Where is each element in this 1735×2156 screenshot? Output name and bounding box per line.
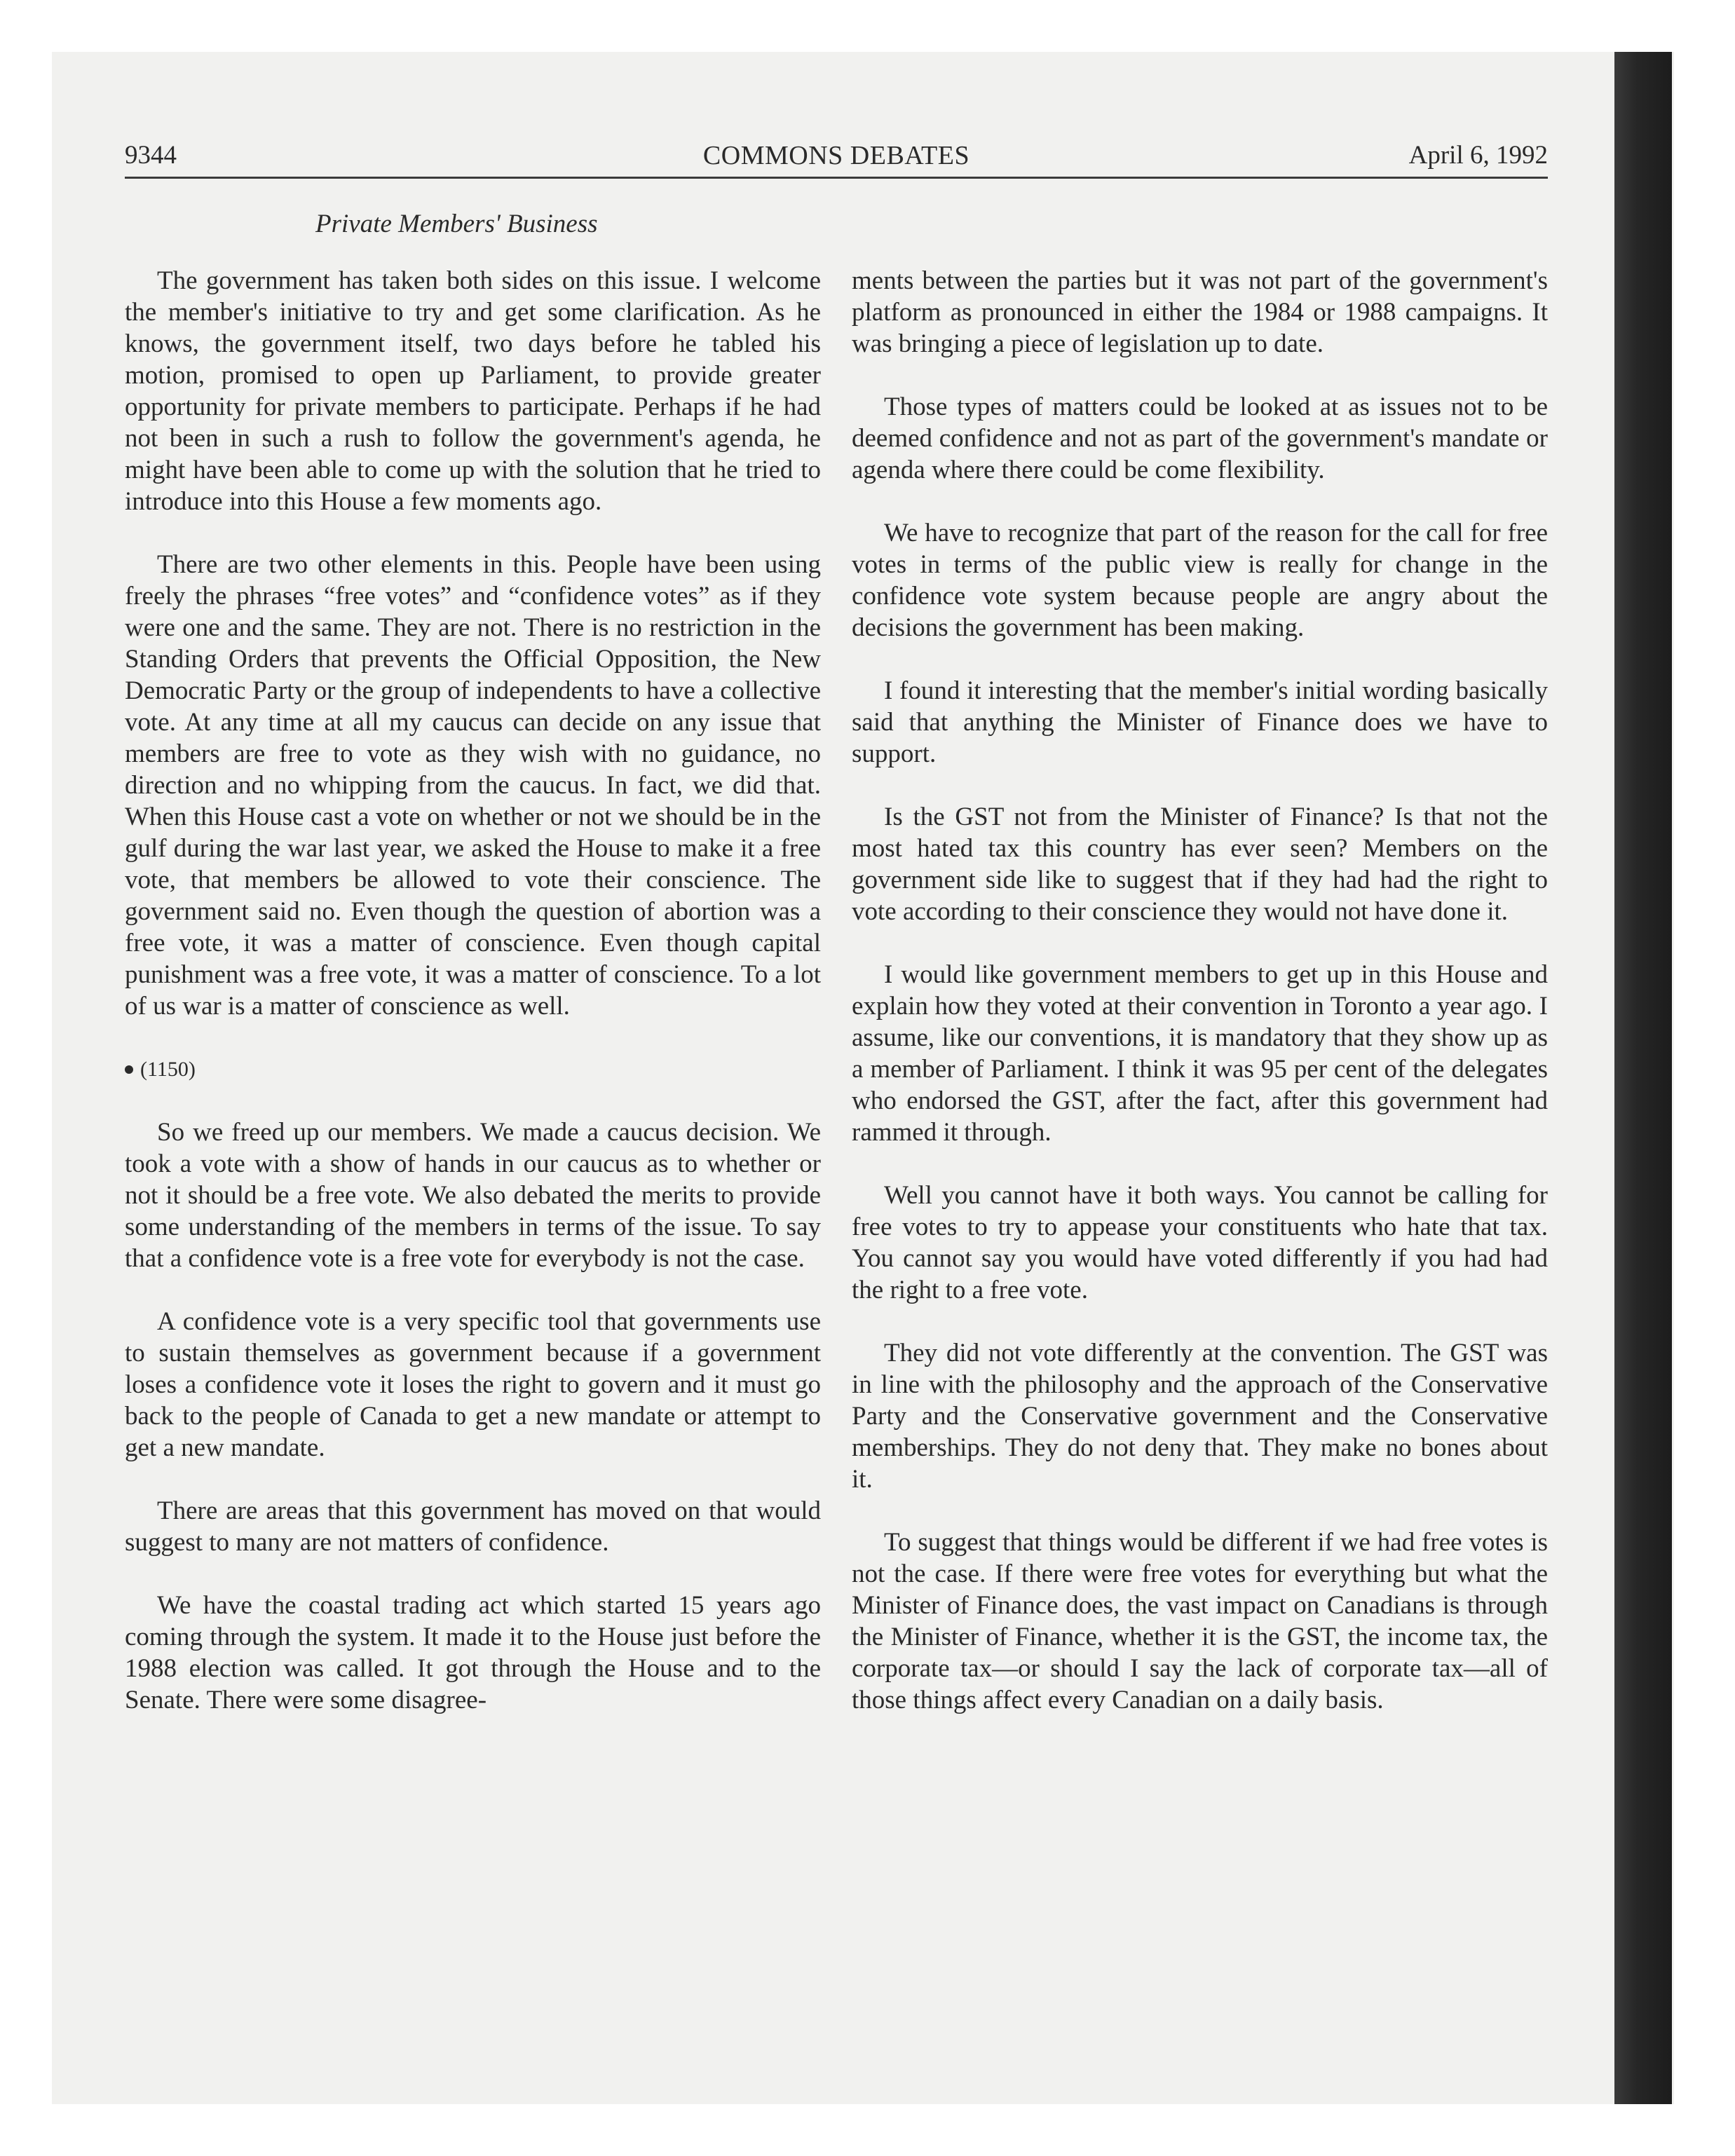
section-title: Private Members' Business	[315, 210, 598, 238]
paragraph: Well you cannot have it both ways. You cannot be calling for free votes to try to appease your constituents who hate that tax. You cannot say you would have voted differently if you had had the right to a free vote.	[852, 1181, 1548, 1304]
paragraph: I found it interesting that the member's initial wording basically said that anything the Minister of Finance does we have to support.	[852, 676, 1548, 768]
paragraph: So we freed up our members. We made a caucus decision. We took a vote with a show of hands in our caucus as to whether or not it should be a free vote. We also debated the merits to provide some understanding of the members in terms of the issue. To say that a confidence vote is a free vote for everybody is not the case.	[125, 1118, 821, 1273]
paragraph: There are two other elements in this. People have been using freely the phrases “free votes” and “confidence votes” as if they were one and the same. They are not. There is no restriction in the Standing Orders that prevents the Official Opposition, the New Democratic Party or the group of independents to have a collective vote. At any time at all my caucus can decide on any issue that members are free to vote as they wish with no guidance, no direction and no whipping from the caucus. In fact, we did that. When this House cast a vote on whether or not we should be in the gulf during the war last year, we asked the House to make it a free vote, that members be allowed to vote their conscience. The government said no. Even though the question of abortion was a free vote, it was a matter of conscience. Even though capital punishment was a free vote, it was a matter of conscience. To a lot of us war is a matter of conscience as well.	[125, 550, 821, 1021]
page-number: 9344	[125, 141, 177, 170]
bullet-icon	[125, 1065, 133, 1074]
paragraph: To suggest that things would be different if we had free votes is not the case. If there were free votes for everything but what the Minister of Finance does, the vast impact on Canadians is through the Minister of Finance, whether it is the GST, the income tax, the corporate tax—or should I say the lack of corporate tax—all of those things affect every Canadian on a daily basis.	[852, 1528, 1548, 1714]
publication-title: COMMONS DEBATES	[702, 141, 970, 170]
paragraph: We have to recognize that part of the reason for the call for free votes in terms of the public view is really for change in the confidence vote system because people are angry about the decisions the government has been making.	[852, 519, 1548, 642]
paragraph: They did not vote differently at the convention. The GST was in line with the philosophy and the approach of the Conservative Party and the Conservative government and the Conservative memberships. They do not deny that. They make no bones about it.	[852, 1339, 1548, 1494]
paragraph: We have the coastal trading act which started 15 years ago coming through the system. It made it to the House just before the 1988 election was called. It got through the House and to the Senate. There were some disagree-	[125, 1591, 821, 1714]
page-header	[125, 135, 1548, 179]
paragraph: Is the GST not from the Minister of Finance? Is that not the most hated tax this country has ever seen? Members on the government side like to suggest that if they had had the right to vote according to their conscience they would not have done it.	[852, 803, 1548, 926]
scan-binding-edge	[1614, 52, 1672, 2104]
paragraph: The government has taken both sides on this issue. I welcome the member's initiative to try and get some clarification. As he knows, the government itself, two days before he tabled his motion, promised to open up Parliament, to provide greater opportunity for private members to participate. Perhaps if he had not been in such a rush to follow the government's agenda, he might have been able to come up with the solution that he tried to introduce into this House a few moments ago.	[125, 266, 821, 516]
paragraph: There are areas that this government has moved on that would suggest to many are not matters of confidence.	[125, 1496, 821, 1557]
time-marker-label: (1150)	[140, 1058, 196, 1081]
publication-date: April 6, 1992	[1408, 141, 1548, 170]
right-column	[852, 265, 1548, 1716]
paragraph: I would like government members to get up in this House and explain how they voted at their convention in Toronto a year ago. I assume, like our conventions, it is mandatory that they show up as a member of Parliament. I think it was 95 per cent of the delegates who endorsed the GST, after the fact, after this government had rammed it through.	[852, 960, 1548, 1147]
time-marker	[125, 1053, 821, 1085]
left-column	[125, 265, 821, 1716]
paragraph: Those types of matters could be looked at as issues not to be deemed confidence and not as part of the government's mandate or agenda where there could be come flexibility.	[852, 393, 1548, 484]
paragraph: A confidence vote is a very specific tool that governments use to sustain themselves as government because if a government loses a confidence vote it loses the right to govern and it must go back to the people of Canada to get a new mandate or attempt to get a new mandate.	[125, 1307, 821, 1462]
continued-paragraph: ments between the parties but it was not part of the government's platform as pronounced in either the 1984 or 1988 campaigns. It was bringing a piece of legislation up to date.	[852, 266, 1548, 358]
